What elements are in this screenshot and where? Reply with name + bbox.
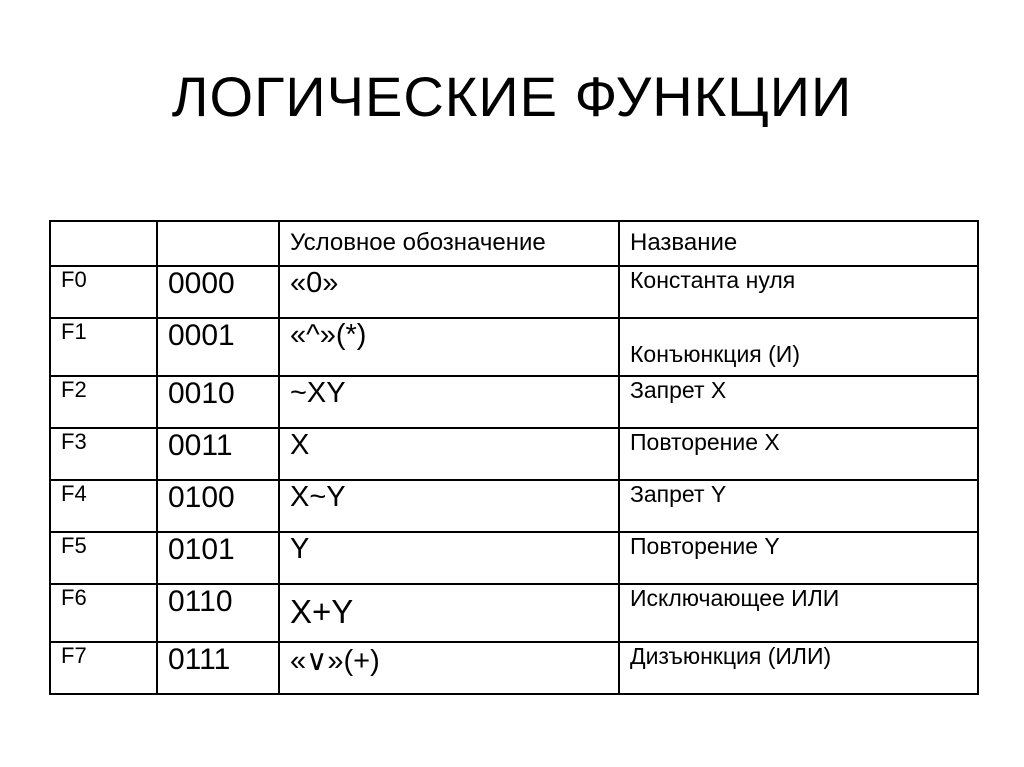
table-row xyxy=(50,584,978,642)
function-cell: F6 xyxy=(50,584,157,642)
page-title: ЛОГИЧЕСКИЕ ФУНКЦИИ xyxy=(171,65,853,128)
code-cell: 0100 xyxy=(157,480,279,532)
notation-cell: X+Y xyxy=(279,584,619,642)
header-cell-name: Название xyxy=(619,221,978,266)
notation-cell: «0» xyxy=(279,266,619,318)
table-header-row xyxy=(50,221,978,266)
name-cell: Константа нуля xyxy=(619,266,978,318)
notation-cell: «^»(*) xyxy=(279,318,619,376)
code-cell: 0001 xyxy=(157,318,279,376)
header-cell-function xyxy=(50,221,157,266)
notation-cell: «∨»(+) xyxy=(279,642,619,694)
code-cell: 0010 xyxy=(157,376,279,428)
table-row xyxy=(50,642,978,694)
code-cell: 0110 xyxy=(157,584,279,642)
name-cell: Запрет Y xyxy=(619,480,978,532)
notation-cell: Y xyxy=(279,532,619,584)
function-cell: F3 xyxy=(50,428,157,480)
header-cell-notation: Условное обозначение xyxy=(279,221,619,266)
name-cell: Исключающее ИЛИ xyxy=(619,584,978,642)
name-cell: Запрет X xyxy=(619,376,978,428)
name-cell: Повторение X xyxy=(619,428,978,480)
logic-functions-table xyxy=(49,220,979,695)
name-cell: Повторение Y xyxy=(619,532,978,584)
function-cell: F2 xyxy=(50,376,157,428)
table-row xyxy=(50,266,978,318)
function-cell: F5 xyxy=(50,532,157,584)
header-cell-code xyxy=(157,221,279,266)
name-cell: Конъюнкция (И) xyxy=(619,318,978,376)
code-cell: 0011 xyxy=(157,428,279,480)
notation-cell: X~Y xyxy=(279,480,619,532)
notation-cell: X xyxy=(279,428,619,480)
table-row xyxy=(50,318,978,376)
function-cell: F4 xyxy=(50,480,157,532)
table-row xyxy=(50,532,978,584)
function-cell: F0 xyxy=(50,266,157,318)
function-cell: F1 xyxy=(50,318,157,376)
function-cell: F7 xyxy=(50,642,157,694)
code-cell: 0101 xyxy=(157,532,279,584)
name-cell: Дизъюнкция (ИЛИ) xyxy=(619,642,978,694)
code-cell: 0111 xyxy=(157,642,279,694)
table-row xyxy=(50,480,978,532)
table-row xyxy=(50,428,978,480)
code-cell: 0000 xyxy=(157,266,279,318)
notation-cell: ~XY xyxy=(279,376,619,428)
table-row xyxy=(50,376,978,428)
